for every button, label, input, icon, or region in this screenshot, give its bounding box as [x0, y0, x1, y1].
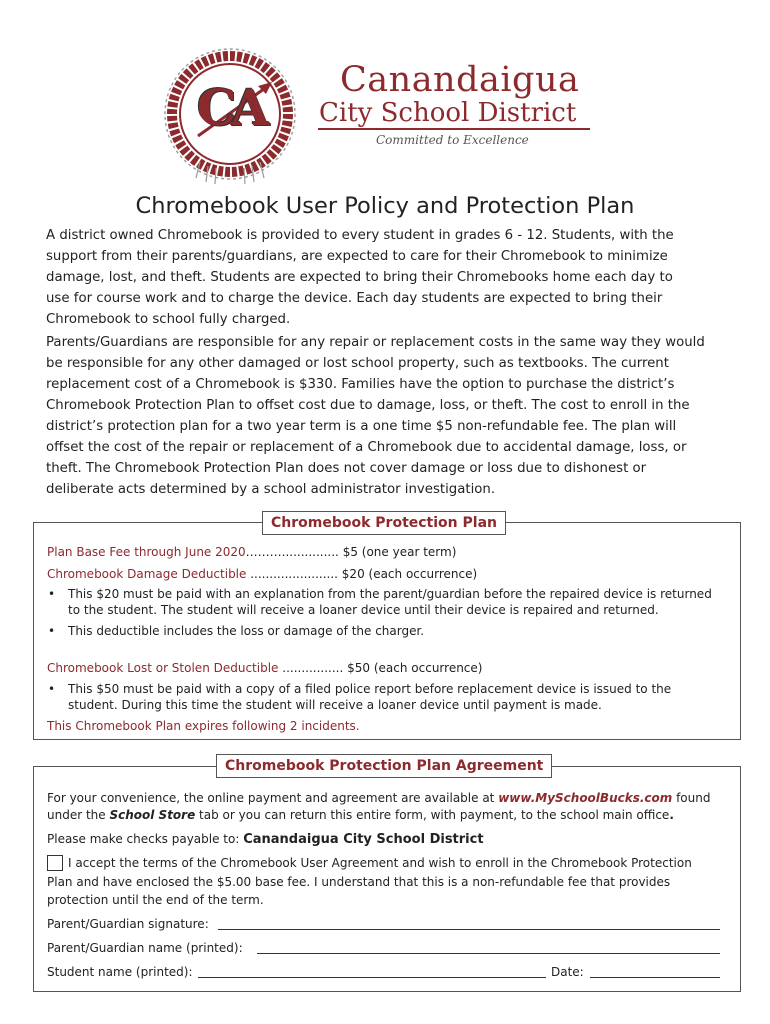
- deductible-bullet-2: This deductible includes the loss or damage of the charger.: [68, 624, 425, 638]
- protection-plan-title: Chromebook Protection Plan: [262, 511, 506, 535]
- district-logo: [160, 44, 300, 186]
- brand-divider: [318, 128, 590, 130]
- deductible-value: $20 (each occurrence): [341, 567, 478, 581]
- district-tagline: Committed to Excellence: [376, 133, 529, 147]
- deductible-label: Chromebook Damage Deductible: [47, 567, 247, 581]
- lost-dots: ................: [282, 661, 344, 675]
- lost-value: $50 (each occurrence): [347, 661, 483, 675]
- paragraph-line: district’s protection plan for a two year term is a one time $5 non-refundable fee. The plan will: [46, 419, 677, 434]
- paragraph-line: theft. The Chromebook Protection Plan does not cover damage or loss due to dishonest or: [46, 461, 647, 476]
- payable-line: Please make checks payable to: Canandaigua City School District: [47, 832, 484, 847]
- date-field[interactable]: [590, 977, 720, 978]
- paragraph-line: A district owned Chromebook is provided to every student in grades 6 - 12. Students, with the: [46, 228, 674, 243]
- paragraph-line: use for course work and to charge the device. Each day students are expected to bring their: [46, 291, 663, 306]
- logo-monogram: CA: [196, 78, 264, 137]
- signature-field[interactable]: [218, 929, 720, 930]
- paragraph-line: be responsible for any other damaged or lost school property, such as textbooks. The current: [46, 356, 669, 371]
- student-name-field[interactable]: [198, 977, 546, 978]
- bullet-icon: •: [48, 587, 56, 601]
- deductible-bullet-1: This $20 must be paid with an explanation from the parent/guardian before the repaired device is returned to the student. The student will receive a loaner device until their device is repaired and returned.: [68, 587, 712, 617]
- paragraph-line: support from their parents/guardians, are expected to care for their Chromebook to minimize: [46, 249, 668, 264]
- convenience-line: For your convenience, the online payment and agreement are available at www.MySchoolBucks.com found: [47, 791, 711, 805]
- plan-expiry: This Chromebook Plan expires following 2 incidents.: [47, 719, 360, 733]
- lost-bullet: This $50 must be paid with a copy of a filed police report before replacement device is issued to the student. During this time the student will receive a loaner device until payment is made.: [68, 682, 672, 712]
- intro-paragraph: [46, 225, 726, 330]
- payable-to: Canandaigua City School District: [243, 832, 484, 847]
- base-fee-label: Plan Base Fee through June 2020: [47, 545, 246, 559]
- paragraph-line: replacement cost of a Chromebook is $330. Families have the option to purchase the district’s: [46, 377, 675, 392]
- paragraph-line: Chromebook to school fully charged.: [46, 312, 291, 327]
- accept-line-3: protection until the end of the term.: [47, 893, 264, 907]
- district-name: Canandaigua: [340, 60, 580, 100]
- base-fee-dots: ………...............: [245, 545, 339, 559]
- myschoolbucks-link[interactable]: www.MySchoolBucks.com: [498, 791, 673, 805]
- accept-line-2: Plan and have enclosed the $5.00 base fee. I understand that this is a non-refundable fee that provides: [47, 875, 671, 889]
- responsibility-paragraph: [46, 332, 726, 500]
- bullet-icon: •: [48, 682, 56, 696]
- store-line: under the School Store tab or you can return this entire form, with payment, to the school main office.: [47, 808, 674, 822]
- lost-label: Chromebook Lost or Stolen Deductible: [47, 661, 279, 675]
- lost-row: [47, 660, 482, 676]
- date-label: Date:: [551, 965, 584, 979]
- base-fee-row: [47, 544, 456, 560]
- paragraph-line: Parents/Guardians are responsible for any repair or replacement costs in the same way they would: [46, 335, 705, 350]
- paragraph-line: Chromebook Protection Plan to offset cost due to damage, loss, or theft. The cost to enroll in the: [46, 398, 690, 413]
- deductible-dots: .......................: [250, 567, 338, 581]
- signature-label: Parent/Guardian signature:: [47, 917, 209, 931]
- deductible-row: [47, 566, 477, 582]
- guardian-name-label: Parent/Guardian name (printed):: [47, 941, 243, 955]
- district-subtitle: City School District: [319, 98, 577, 128]
- paragraph-line: offset the cost of the repair or replacement of a Chromebook due to accidental damage, loss, or: [46, 440, 687, 455]
- agreement-title: Chromebook Protection Plan Agreement: [216, 754, 552, 778]
- accept-line-1: I accept the terms of the Chromebook User Agreement and wish to enroll in the Chromebook Protection: [68, 856, 692, 870]
- paragraph-line: deliberate acts determined by a school administrator investigation.: [46, 482, 496, 497]
- school-store-text: School Store: [109, 808, 196, 822]
- page-title: Chromebook User Policy and Protection Plan: [135, 193, 635, 219]
- student-name-label: Student name (printed):: [47, 965, 193, 979]
- accept-terms-checkbox[interactable]: [47, 855, 63, 871]
- guardian-name-field[interactable]: [257, 953, 720, 954]
- base-fee-value: $5 (one year term): [342, 545, 457, 559]
- paragraph-line: damage, lost, and theft. Students are expected to bring their Chromebooks home each day to: [46, 270, 673, 285]
- bullet-icon: •: [48, 624, 56, 638]
